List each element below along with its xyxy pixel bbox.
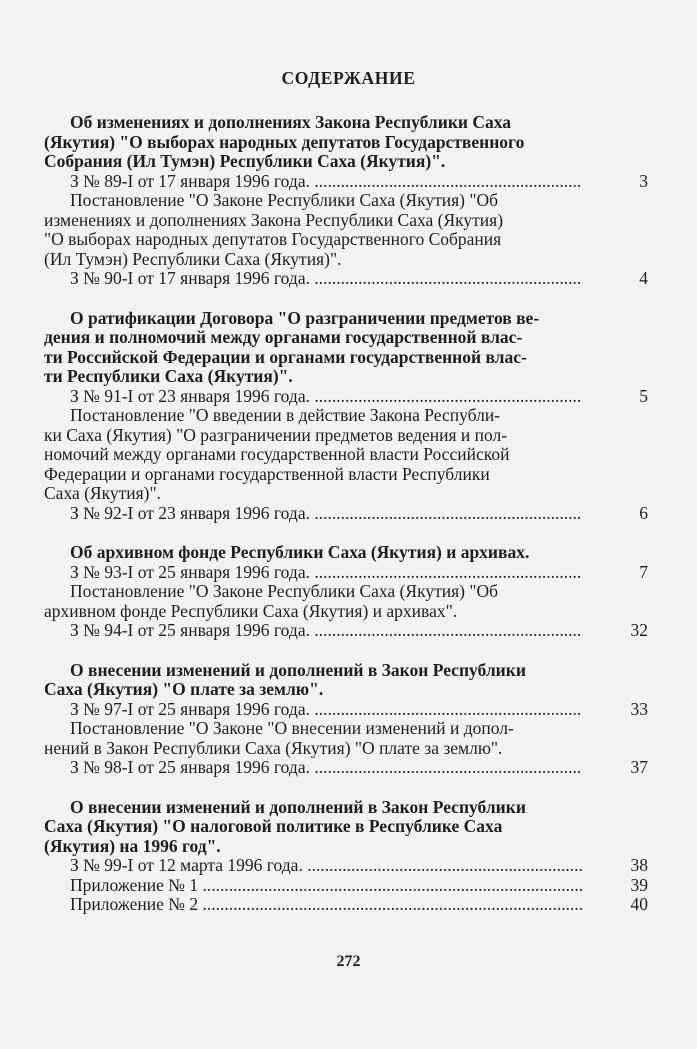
resolution-text: Постановление "О Законе Республики Саха (Якутия) "Об изменениях и дополнениях Закона Республики Саха (Якутия) "О выборах народных депутатов Государственного Собрания (Ил Тумэн) Республики Саха (Якутия)". [44,190,504,269]
resolution-text: Постановление "О введении в действие Закона Республи- ки Саха (Якутия) "О разграничении предметов ведения и пол- номочий между органами государственной власти Российской Федерации и органами государственной власти Республики Саха (Якутия)". [44,405,510,503]
toc-entry [44,387,648,407]
toc-entry [44,758,648,778]
entry-page-number: 39 [630,874,648,895]
entry-label: З № 97-I от 25 января 1996 года. ..... [70,700,582,720]
toc-section [44,113,648,289]
page-title: СОДЕРЖАНИЕ [281,68,416,88]
entry-page-number: 33 [630,698,648,719]
entry-label: З № 92-I от 23 января 1996 года. ..... [70,504,582,524]
entry-page-number: 32 [630,620,648,640]
toc-entry [44,856,648,876]
entry-page-number: 6 [639,502,648,523]
entry-page-number: 40 [630,894,648,914]
section-heading: О внесении изменений и дополнений в Закон Республики Саха (Якутия) "О налоговой политике в Республике Саха (Якутия) на 1996 год". [44,796,526,856]
table-of-contents [44,113,648,935]
toc-section [44,661,648,778]
section-heading: О внесении изменений и дополнений в Закон Республики Саха (Якутия) "О плате за землю". [44,659,526,699]
toc-section [44,543,648,641]
entry-page-number: 3 [639,170,648,191]
resolution-text: Постановление "О Законе "О внесении изменений и допол- нений в Закон Республики Саха (Якутия) "О плате за землю". [44,718,514,758]
section-heading: Об архивном фонде Республики Саха (Якутия) и архивах. [70,542,530,562]
resolution-text: Постановление "О Законе Республики Саха (Якутия) "Об архивном фонде Республики Саха (Якутия) и архивах". [44,581,499,621]
toc-entry [44,895,648,915]
toc-section [44,798,648,915]
entry-label: З № 94-I от 25 января 1996 года. ..... [70,621,582,641]
entry-label: З № 93-I от 25 января 1996 года. ..... [70,563,582,583]
toc-section [44,309,648,524]
toc-entry [44,269,648,289]
entry-label: З № 98-I от 25 января 1996 года. ..... [70,758,582,778]
entry-page-number: 37 [630,757,648,777]
toc-entry [44,504,648,524]
entry-label: З № 89-I от 17 января 1996 года. ..... [70,172,582,192]
toc-entry [44,621,648,641]
entry-page-number: 38 [630,855,648,875]
entry-page-number: 5 [639,385,648,406]
toc-entry [44,700,648,720]
entry-label: З № 99-I от 12 марта 1996 года. ..... [70,856,582,876]
entry-label: З № 91-I от 23 января 1996 года. ..... [70,387,582,407]
toc-entry [44,876,648,896]
entry-label: З № 90-I от 17 января 1996 года. ..... [70,269,582,289]
section-heading: О ратификации Договора "О разграничении предметов ве- дения и полномочий между органами государственной влас- ти Российской Федерации и органами государственной влас- ти Республики Саха (Якутия)". [44,307,540,386]
section-heading: Об изменениях и дополнениях Закона Республики Саха (Якутия) "О выборах народных депутатов Государственного Собрания (Ил Тумэн) Республики Саха (Якутия)". [44,112,525,171]
toc-entry [44,563,648,583]
entry-label: Приложение № 1 ..... [70,876,582,896]
entry-label: Приложение № 2 ..... [70,895,582,915]
toc-entry [44,172,648,192]
entry-page-number: 7 [639,561,648,582]
entry-page-number: 4 [639,268,648,288]
page-number: 272 [336,953,361,970]
